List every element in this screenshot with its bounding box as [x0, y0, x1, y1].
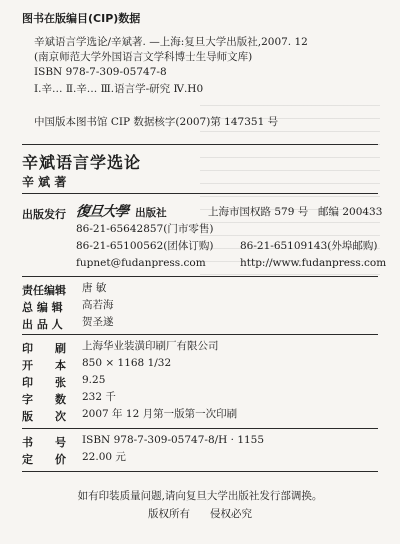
divider-publisher [22, 193, 378, 194]
spec-value-sheets: 9.25 [82, 374, 106, 386]
cip-line-2: (南京师范大学外国语言文学科博士生导师文库) [34, 51, 253, 63]
publisher-address: 上海市国权路 579 号 [208, 206, 309, 218]
spec-label-printer: 印 刷 [22, 342, 66, 355]
divider-bottom [22, 471, 378, 472]
spec-value-words: 232 千 [82, 391, 116, 403]
spec-label-format: 开 本 [22, 359, 66, 372]
spec-label-words: 字 数 [22, 393, 66, 406]
spec-value-edition: 2007 年 12 月第一版第一次印刷 [82, 408, 238, 420]
publisher-url[interactable]: http://www.fudanpress.com [240, 257, 387, 269]
spec-value-format: 850 × 1168 1/32 [82, 357, 172, 369]
cip-line-4: Ⅰ.辛… Ⅱ.辛… Ⅲ.语言学-研究 Ⅳ.H0 [34, 83, 204, 95]
spec-value-printer: 上海华业装潢印刷厂有限公司 [82, 340, 219, 352]
publisher-logo-suffix: 出版社 [135, 207, 167, 219]
staff-label-producer: 出 品 人 [22, 318, 63, 331]
publisher-email[interactable]: fupnet@fudanpress.com [76, 257, 206, 269]
footer-rights: 版权所有 侵权必究 [147, 508, 253, 520]
staff-value-producer: 贺圣遂 [82, 316, 114, 328]
divider-top [22, 144, 378, 145]
footer-notice: 如有印装质量问题,请向复旦大学出版社发行部调换。 [77, 490, 323, 502]
book-title: 辛斌语言学选论 [22, 153, 142, 172]
phone-group: 86-21-65100562(团体订购) [76, 240, 214, 252]
spec-label-edition: 版 次 [22, 410, 66, 423]
book-label-isbn: 书 号 [22, 436, 66, 449]
staff-label-editor: 责任编辑 [22, 284, 66, 297]
staff-value-editor: 唐 敏 [82, 282, 107, 294]
publisher-logo [76, 201, 167, 221]
author-line: 辛 斌 著 [22, 175, 67, 189]
book-value-price: 22.00 元 [82, 451, 126, 463]
divider-bookinfo [22, 428, 378, 429]
phone-mail: 86-21-65109143(外埠邮购) [240, 240, 378, 252]
spec-label-sheets: 印 张 [22, 376, 66, 389]
staff-label-chief: 总 编 辑 [22, 301, 63, 314]
phone-retail: 86-21-65642857(门市零售) [76, 223, 214, 235]
cip-line-1: 辛斌语言学选论/辛斌著. —上海:复旦大学出版社,2007. 12 [34, 36, 308, 48]
book-value-isbn: ISBN 978-7-309-05747-8/H · 1155 [82, 434, 265, 446]
cip-line-5: 中国版本图书馆 CIP 数据核字(2007)第 147351 号 [34, 116, 279, 128]
staff-value-chief: 高若海 [82, 299, 114, 311]
publisher-postcode: 邮编 200433 [318, 206, 383, 218]
divider-specs [22, 334, 378, 335]
book-label-price: 定 价 [22, 453, 66, 466]
fudan-logo: 復旦大學 [74, 204, 129, 220]
divider-staff [22, 276, 378, 277]
cip-line-3: ISBN 978-7-309-05747-8 [34, 66, 167, 78]
cip-heading: 图书在版编目(CIP)数据 [22, 12, 141, 25]
publisher-label: 出版发行 [22, 208, 66, 221]
